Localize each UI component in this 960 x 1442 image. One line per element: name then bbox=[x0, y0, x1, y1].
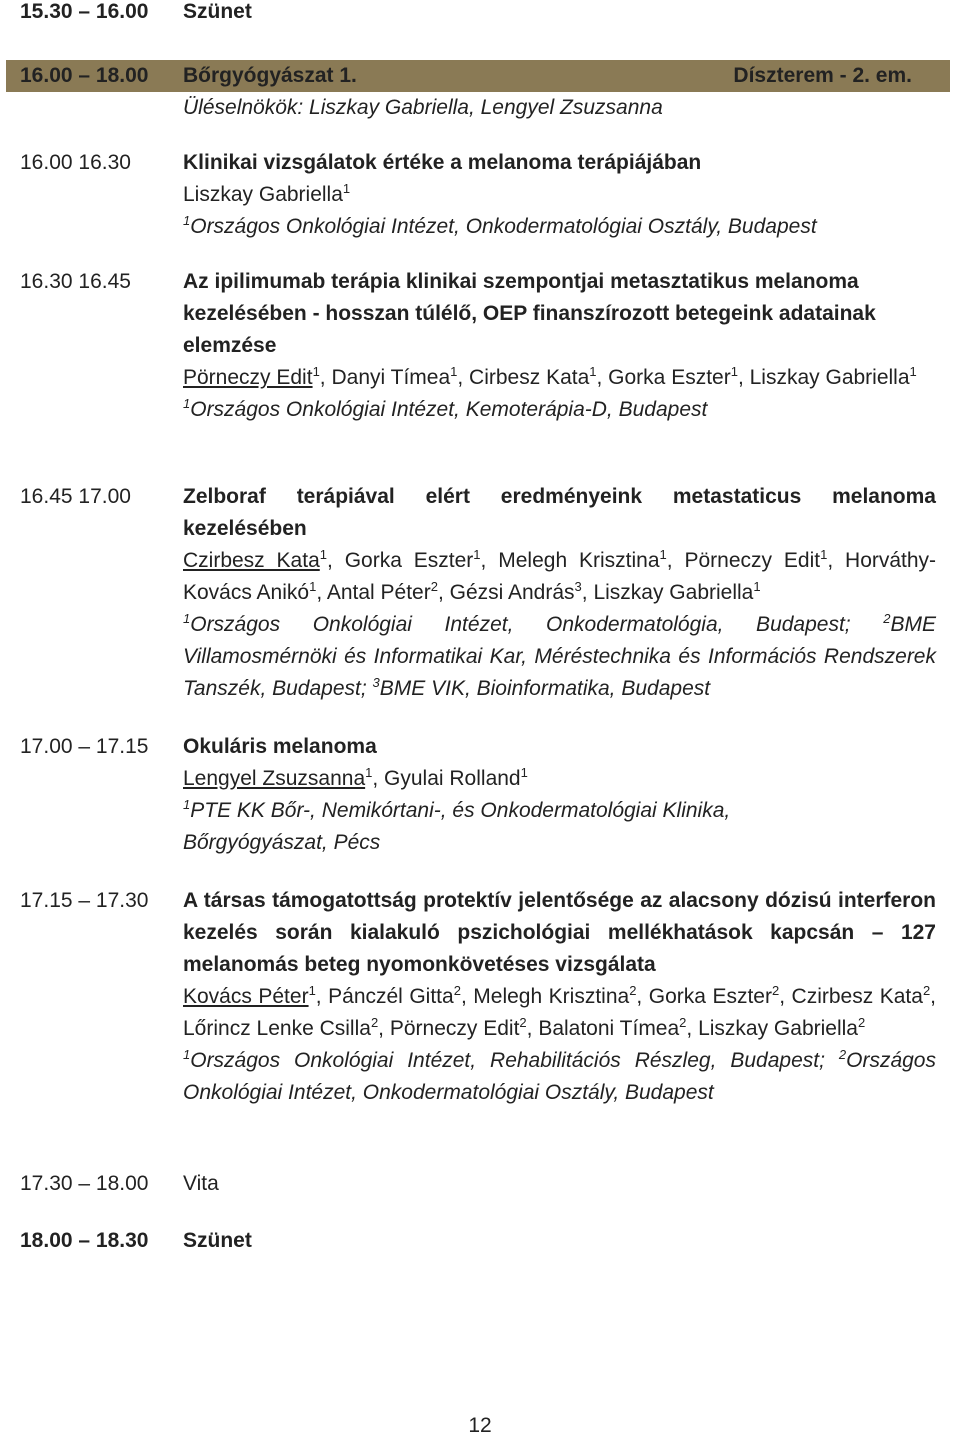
talk-affiliations bbox=[183, 1045, 936, 1109]
talk-time: 16.00 16.30 bbox=[20, 151, 131, 174]
author-affiliation-number: 2 bbox=[857, 1015, 866, 1030]
author-affiliation-number: 1 bbox=[342, 181, 351, 196]
author-name: Lőrincz Lenke Csilla bbox=[183, 1017, 371, 1040]
author-name: Kovács Péter bbox=[183, 985, 309, 1008]
break-time: 18.00 – 18.30 bbox=[20, 1229, 149, 1252]
author-affiliation-number: 3 bbox=[574, 579, 582, 594]
author-affiliation-number: 1 bbox=[450, 364, 458, 379]
affiliation-number: 1 bbox=[183, 1047, 191, 1062]
author-affiliation-number: 1 bbox=[312, 364, 320, 379]
author-affiliation-number: 1 bbox=[820, 547, 828, 562]
author-name: Gorka Eszter bbox=[608, 366, 731, 389]
author-affiliation-number: 1 bbox=[909, 364, 917, 379]
author-affiliation-number: 1 bbox=[589, 364, 597, 379]
author-affiliation-number: 2 bbox=[430, 579, 438, 594]
author-name: Pörneczy Edit bbox=[183, 366, 313, 389]
author-name: Horváthy-Kovács Anikó bbox=[183, 549, 937, 604]
author-name: Liszkay Gabriella bbox=[593, 581, 754, 604]
author-affiliation-number: 1 bbox=[308, 983, 316, 998]
talk-time: 17.15 – 17.30 bbox=[20, 889, 149, 912]
session-time: 16.00 – 18.00 bbox=[20, 64, 149, 87]
talk-content bbox=[183, 266, 936, 426]
talk-title: A társas támogatottság protektív jelentősége az alacsony dózisú interferon kezelés során kialakuló pszichológiai mellékhatások kapcsán – 127 melanomás beteg nyomonkövetéses vizsgálata bbox=[183, 889, 936, 976]
talk-authors bbox=[183, 179, 936, 211]
affiliation-text: Országos Onkológiai Intézet, Rehabilitációs Részleg, Budapest; bbox=[190, 1049, 825, 1072]
affiliation-text: PTE KK Bőr-, Nemikórtani-, és Onkodermatológiai Klinika, Bőrgyógyászat, Pécs bbox=[183, 799, 731, 854]
author-affiliation-number: 1 bbox=[473, 547, 481, 562]
author-affiliation-number: 1 bbox=[365, 765, 373, 780]
author-name: Czirbesz Kata bbox=[183, 549, 320, 572]
break-label: Szünet bbox=[183, 1229, 252, 1252]
talk-content bbox=[183, 147, 936, 243]
session-title: Bőrgyógyászat 1. bbox=[183, 64, 357, 87]
author-name: Pörneczy Edit bbox=[389, 1017, 520, 1040]
affiliation-number: 1 bbox=[183, 213, 191, 228]
affiliation-text: Országos Onkológiai Intézet, Onkodermatológiai Osztály, Budapest bbox=[190, 215, 817, 238]
author-affiliation-number: 2 bbox=[370, 1015, 379, 1030]
talk-affiliation bbox=[183, 211, 936, 243]
author-affiliation-number: 1 bbox=[659, 547, 667, 562]
affiliation-number: 1 bbox=[183, 797, 191, 812]
affiliation-number: 3 bbox=[372, 675, 380, 690]
author-name: Lengyel Zsuzsanna bbox=[183, 767, 366, 790]
author-name: Antal Péter bbox=[326, 581, 431, 604]
talk-time: 16.45 17.00 bbox=[20, 485, 131, 508]
author-affiliation-number: 2 bbox=[679, 1015, 687, 1030]
author-name: Cirbesz Kata bbox=[469, 366, 590, 389]
affiliation-text: BME VIK, Bioinformatika, Budapest bbox=[379, 677, 711, 700]
talk-affiliation bbox=[183, 394, 936, 426]
author-name: Melegh Krisztina bbox=[498, 549, 660, 572]
talk-content bbox=[183, 885, 936, 1109]
author-name: Danyi Tímea bbox=[331, 366, 451, 389]
author-name: Pánczél Gitta bbox=[328, 985, 454, 1008]
affiliation-text: Országos Onkológiai Intézet, Kemoterápia-D, Budapest bbox=[190, 398, 708, 421]
talk-content bbox=[183, 731, 936, 859]
talk-affiliation bbox=[183, 795, 803, 859]
break-label: Szünet bbox=[183, 0, 252, 23]
affiliation-number: 2 bbox=[838, 1047, 847, 1062]
talk-authors: Pörneczy Edit$^1$, Danyi Tímea$^1$, Cirbesz Kata$^1$, Gorka Eszter$^1$, Liszkay Gabriella$^1$ bbox=[183, 364, 917, 389]
talk-authors: Lengyel Zsuzsanna$^1$, Gyulai Rolland$^1$ bbox=[183, 765, 528, 790]
author-name: Gyulai Rolland bbox=[384, 767, 521, 790]
talk-affiliations bbox=[183, 609, 936, 705]
break-time: 15.30 – 16.00 bbox=[20, 0, 149, 23]
author-affiliation-number: 1 bbox=[319, 547, 327, 562]
author-name: Pörneczy Edit bbox=[684, 549, 821, 572]
author-affiliation-number: 2 bbox=[771, 983, 780, 998]
author-affiliation-number: 2 bbox=[453, 983, 461, 998]
talk-title: Az ipilimumab terápia klinikai szempontjai metasztatikus melanoma kezelésében - hosszan túlélő, OEP finanszírozott betegeink adatainak elemzése bbox=[183, 270, 876, 357]
author-name: Gorka Eszter bbox=[648, 985, 772, 1008]
discussion-label: Vita bbox=[183, 1172, 219, 1195]
talk-content bbox=[183, 481, 936, 705]
talk-time: 16.30 16.45 bbox=[20, 270, 131, 293]
affiliation-number: 2 bbox=[883, 611, 891, 626]
talk-title: Zelboraf terápiával elért eredményeink metastaticus melanoma kezelésében bbox=[183, 485, 936, 540]
talk-time: 17.00 – 17.15 bbox=[20, 735, 149, 758]
affiliation-text: Országos Onkológiai Intézet, Onkodermatológia, Budapest; bbox=[190, 613, 851, 636]
author-name: Gézsi András bbox=[449, 581, 575, 604]
affiliation-text: BME Villamosmérnöki és Informatikai Kar, Méréstechnika és Információs Rendszerek Tanszék, Budapest; bbox=[183, 613, 936, 700]
talk-authors: Kovács Péter$^1$, Pánczél Gitta$^2$, Melegh Krisztina$^2$, Gorka Eszter$^2$, Czirbesz Kata$^2$, Lőrincz Lenke Csilla$^2$, Pörneczy Edit$^2$, Balatoni Tímea$^2$, Liszkay Gabriella$^2$ bbox=[183, 983, 937, 1040]
affiliation-number: 1 bbox=[183, 396, 191, 411]
talk-authors: Czirbesz Kata$^1$, Gorka Eszter$^1$, Melegh Krisztina$^1$, Pörneczy Edit$^1$, Horváthy-Kovács Anikó$^1$, Antal Péter$^2$, Gézsi András$^3$, Liszkay Gabriella$^1$ bbox=[183, 547, 937, 604]
talk-title: Okuláris melanoma bbox=[183, 735, 377, 758]
author-affiliation-number: 2 bbox=[922, 983, 931, 998]
session-room: Díszterem - 2. em. bbox=[733, 64, 912, 87]
author-affiliation-number: 1 bbox=[520, 765, 528, 780]
author-affiliation-number: 1 bbox=[309, 579, 317, 594]
author-name: Balatoni Tímea bbox=[538, 1017, 680, 1040]
author-name: Gorka Eszter bbox=[344, 549, 474, 572]
author-affiliation-number: 1 bbox=[730, 364, 738, 379]
author-name: Liszkay Gabriella bbox=[183, 183, 343, 206]
talk-title: Klinikai vizsgálatok értéke a melanoma terápiájában bbox=[183, 151, 702, 174]
author-affiliation-number: 2 bbox=[629, 983, 637, 998]
author-name: Liszkay Gabriella bbox=[698, 1017, 858, 1040]
discussion-time: 17.30 – 18.00 bbox=[20, 1172, 149, 1195]
page-number: 12 bbox=[468, 1414, 492, 1437]
affiliation-text: Országos Onkológiai Intézet, Onkodermatológiai Osztály, Budapest bbox=[183, 1049, 936, 1104]
author-name: Czirbesz Kata bbox=[791, 985, 923, 1008]
session-chairs: Üléselnökök: Liszkay Gabriella, Lengyel Zsuzsanna bbox=[183, 96, 663, 119]
affiliation-number: 1 bbox=[183, 611, 191, 626]
author-affiliation-number: 1 bbox=[753, 579, 761, 594]
author-name: Melegh Krisztina bbox=[473, 985, 630, 1008]
author-affiliation-number: 2 bbox=[519, 1015, 527, 1030]
author-name: Liszkay Gabriella bbox=[749, 366, 910, 389]
